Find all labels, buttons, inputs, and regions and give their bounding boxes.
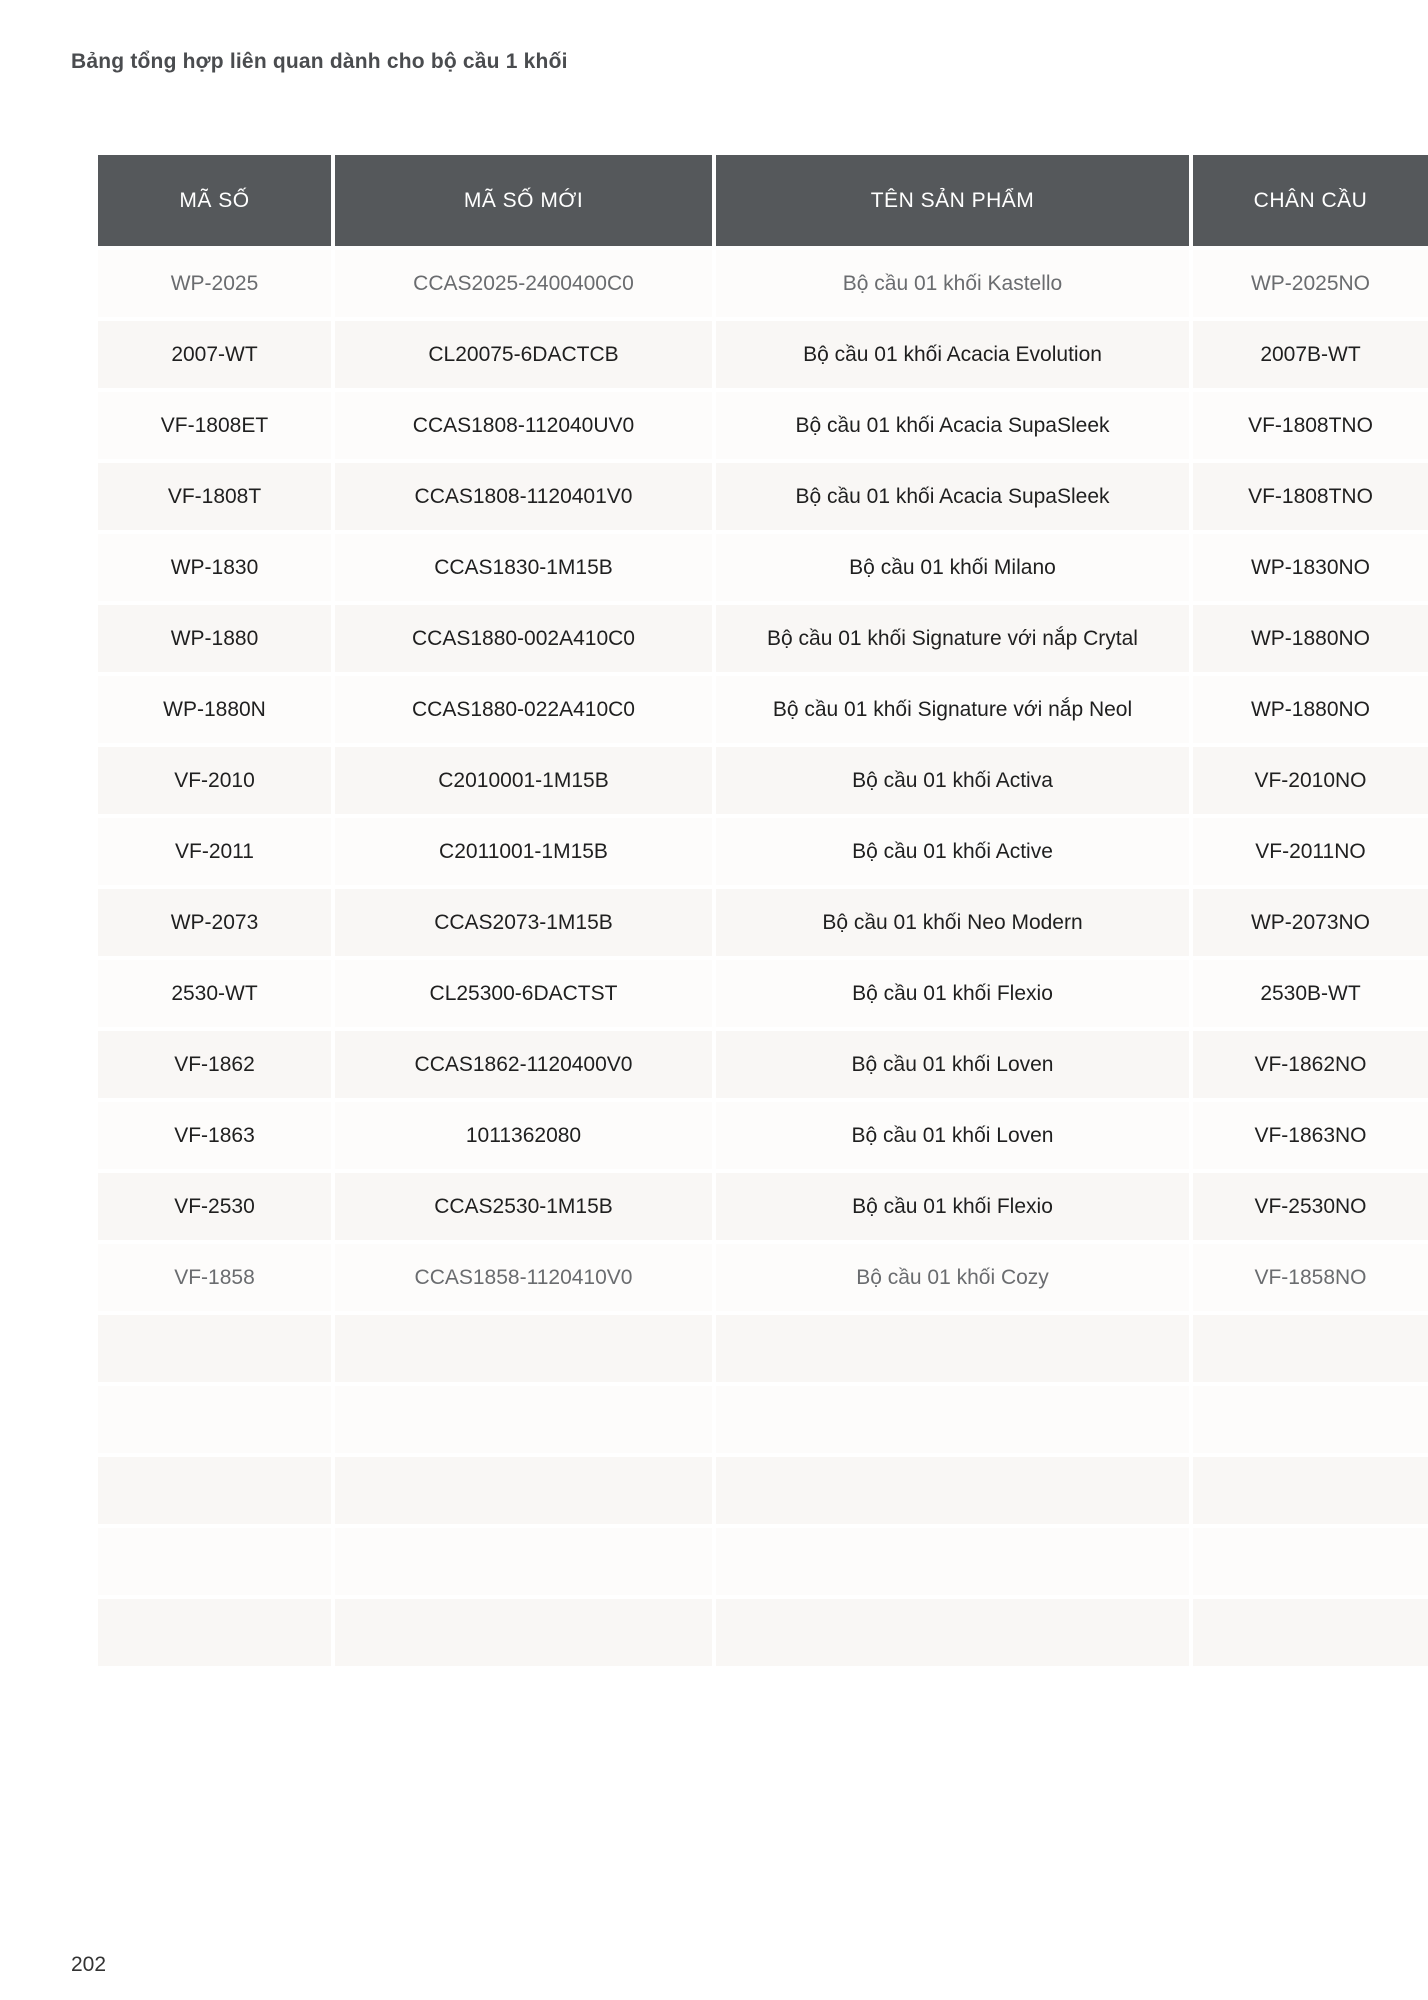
cell-empty — [98, 1457, 331, 1524]
cell-chan-cau: WP-1880NO — [1193, 676, 1428, 743]
table-row — [98, 1102, 1428, 1169]
cell-chan-cau: WP-2073NO — [1193, 889, 1428, 956]
cell-chan-cau: VF-1808TNO — [1193, 392, 1428, 459]
cell-chan-cau: WP-2025NO — [1193, 250, 1428, 317]
cell-chan-cau: VF-2011NO — [1193, 818, 1428, 885]
cell-empty — [335, 1457, 712, 1524]
table-row — [98, 605, 1428, 672]
cell-chan-cau: 2530B-WT — [1193, 960, 1428, 1027]
table-row — [98, 1244, 1428, 1311]
cell-ma-so-moi: CCAS2530-1M15B — [335, 1173, 712, 1240]
cell-ma-so-moi: CCAS1880-002A410C0 — [335, 605, 712, 672]
cell-ma-so: WP-2025 — [98, 250, 331, 317]
cell-ma-so: VF-2011 — [98, 818, 331, 885]
table-row — [98, 676, 1428, 743]
cell-ma-so: WP-1880N — [98, 676, 331, 743]
cell-chan-cau: VF-1862NO — [1193, 1031, 1428, 1098]
cell-empty — [335, 1386, 712, 1453]
table-header-row — [98, 155, 1428, 246]
cell-ma-so: 2007-WT — [98, 321, 331, 388]
cell-ma-so-moi: CCAS1830-1M15B — [335, 534, 712, 601]
cell-ma-so-moi: CCAS1880-022A410C0 — [335, 676, 712, 743]
cell-ma-so-moi: CCAS1808-1120401V0 — [335, 463, 712, 530]
cell-chan-cau: VF-1808TNO — [1193, 463, 1428, 530]
cell-ma-so-moi: CCAS1862-1120400V0 — [335, 1031, 712, 1098]
table-row-empty — [98, 1528, 1428, 1595]
cell-empty — [335, 1528, 712, 1595]
cell-empty — [716, 1528, 1189, 1595]
cell-ma-so: WP-2073 — [98, 889, 331, 956]
table-row — [98, 747, 1428, 814]
column-header-ma-so-moi: MÃ SỐ MỚI — [335, 155, 712, 246]
cell-ma-so-moi: 1011362080 — [335, 1102, 712, 1169]
cell-chan-cau: WP-1880NO — [1193, 605, 1428, 672]
cell-empty — [1193, 1457, 1428, 1524]
table-row — [98, 818, 1428, 885]
cell-empty — [1193, 1528, 1428, 1595]
table-row — [98, 250, 1428, 317]
cell-ma-so: VF-2010 — [98, 747, 331, 814]
cell-empty — [1193, 1599, 1428, 1666]
cell-empty — [716, 1457, 1189, 1524]
table-row — [98, 534, 1428, 601]
cell-ten-san-pham: Bộ cầu 01 khối Signature với nắp Crytal — [716, 605, 1189, 672]
cell-empty — [716, 1386, 1189, 1453]
cell-ten-san-pham: Bộ cầu 01 khối Acacia SupaSleek — [716, 392, 1189, 459]
cell-empty — [335, 1599, 712, 1666]
cell-empty — [98, 1315, 331, 1382]
cell-ten-san-pham: Bộ cầu 01 khối Milano — [716, 534, 1189, 601]
cell-ma-so: VF-1808T — [98, 463, 331, 530]
cell-ten-san-pham: Bộ cầu 01 khối Signature với nắp Neol — [716, 676, 1189, 743]
cell-ma-so-moi: CCAS1858-1120410V0 — [335, 1244, 712, 1311]
cell-chan-cau: 2007B-WT — [1193, 321, 1428, 388]
table-row-empty — [98, 1315, 1428, 1382]
cell-ten-san-pham: Bộ cầu 01 khối Activa — [716, 747, 1189, 814]
cell-ma-so: VF-2530 — [98, 1173, 331, 1240]
cell-empty — [98, 1386, 331, 1453]
table-row-empty — [98, 1457, 1428, 1524]
cell-ten-san-pham: Bộ cầu 01 khối Cozy — [716, 1244, 1189, 1311]
product-table — [94, 151, 1428, 1670]
cell-ma-so-moi: CL25300-6DACTST — [335, 960, 712, 1027]
cell-empty — [335, 1315, 712, 1382]
cell-chan-cau: VF-2530NO — [1193, 1173, 1428, 1240]
cell-chan-cau: VF-1863NO — [1193, 1102, 1428, 1169]
cell-empty — [1193, 1386, 1428, 1453]
cell-empty — [98, 1528, 331, 1595]
cell-ten-san-pham: Bộ cầu 01 khối Kastello — [716, 250, 1189, 317]
cell-ten-san-pham: Bộ cầu 01 khối Acacia Evolution — [716, 321, 1189, 388]
cell-chan-cau: WP-1830NO — [1193, 534, 1428, 601]
column-header-ma-so: MÃ SỐ — [98, 155, 331, 246]
cell-chan-cau: VF-2010NO — [1193, 747, 1428, 814]
table-row — [98, 960, 1428, 1027]
cell-ten-san-pham: Bộ cầu 01 khối Active — [716, 818, 1189, 885]
cell-ten-san-pham: Bộ cầu 01 khối Loven — [716, 1031, 1189, 1098]
cell-ma-so: VF-1862 — [98, 1031, 331, 1098]
cell-ma-so-moi: CCAS1808-112040UV0 — [335, 392, 712, 459]
cell-ma-so-moi: CCAS2025-2400400C0 — [335, 250, 712, 317]
cell-ma-so: VF-1863 — [98, 1102, 331, 1169]
cell-chan-cau: VF-1858NO — [1193, 1244, 1428, 1311]
cell-ma-so-moi: CCAS2073-1M15B — [335, 889, 712, 956]
cell-ten-san-pham: Bộ cầu 01 khối Acacia SupaSleek — [716, 463, 1189, 530]
cell-ma-so-moi: CL20075-6DACTCB — [335, 321, 712, 388]
page-title: Bảng tổng hợp liên quan dành cho bộ cầu 1 khối — [71, 50, 568, 73]
table-row — [98, 889, 1428, 956]
cell-ten-san-pham: Bộ cầu 01 khối Neo Modern — [716, 889, 1189, 956]
cell-empty — [716, 1599, 1189, 1666]
table-row — [98, 1173, 1428, 1240]
cell-ma-so: WP-1880 — [98, 605, 331, 672]
cell-ma-so: VF-1858 — [98, 1244, 331, 1311]
cell-ma-so: 2530-WT — [98, 960, 331, 1027]
table-row — [98, 463, 1428, 530]
page-number: 202 — [71, 1953, 107, 1976]
cell-ma-so: VF-1808ET — [98, 392, 331, 459]
cell-empty — [1193, 1315, 1428, 1382]
table-row-empty — [98, 1599, 1428, 1666]
cell-ten-san-pham: Bộ cầu 01 khối Flexio — [716, 960, 1189, 1027]
cell-ten-san-pham: Bộ cầu 01 khối Flexio — [716, 1173, 1189, 1240]
cell-ma-so-moi: C2010001-1M15B — [335, 747, 712, 814]
cell-empty — [716, 1315, 1189, 1382]
table-row — [98, 1031, 1428, 1098]
column-header-ten-san-pham: TÊN SẢN PHẨM — [716, 155, 1189, 246]
table-row — [98, 321, 1428, 388]
cell-ma-so-moi: C2011001-1M15B — [335, 818, 712, 885]
table-row-empty — [98, 1386, 1428, 1453]
cell-ma-so: WP-1830 — [98, 534, 331, 601]
cell-ten-san-pham: Bộ cầu 01 khối Loven — [716, 1102, 1189, 1169]
table-row — [98, 392, 1428, 459]
product-table-container — [98, 151, 1428, 1670]
column-header-chan-cau: CHÂN CẦU — [1193, 155, 1428, 246]
cell-empty — [98, 1599, 331, 1666]
